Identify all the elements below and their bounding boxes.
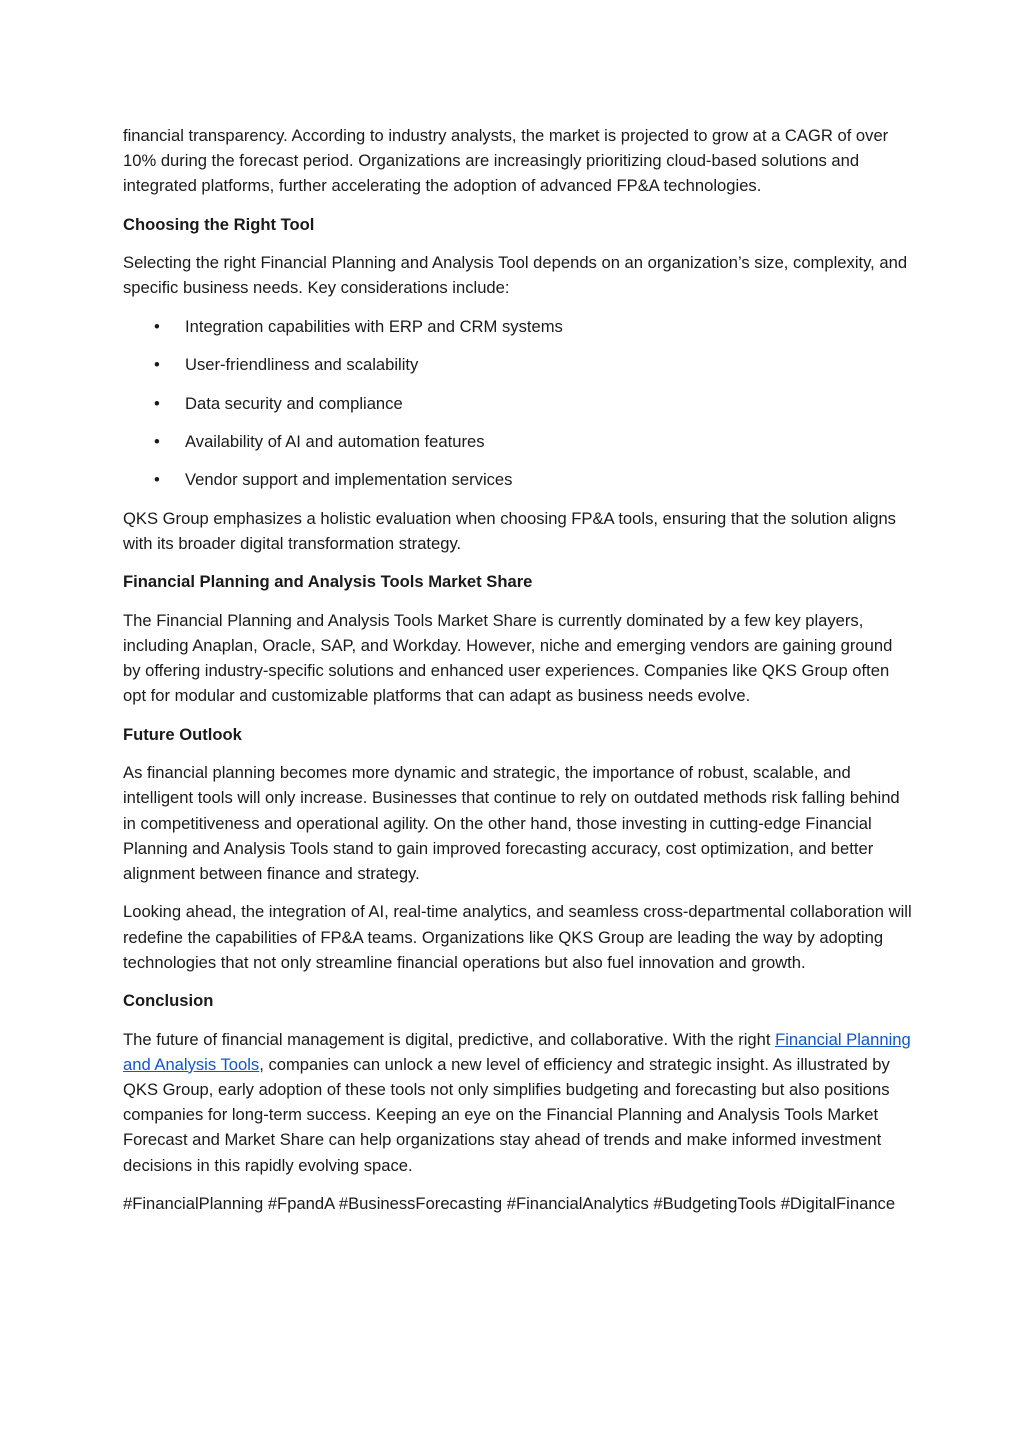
fpa-tools-link[interactable]: Financial Planning and Analysis Tools (123, 1029, 911, 1074)
list-item (123, 429, 913, 454)
conclusion-text-after-link: , companies can unlock a new level of efficiency and strategic insight. As illustrated by QKS Group, early adoption of these tools not only simplifies budgeting and forecasting but also positions companies for long-term success. Keeping an eye on the Financial Planning and Analysis Tools Market Forecast and Market Share can help organizations stay ahead of trends and make informed investment decisions in this rapidly evolving space. (123, 1054, 890, 1175)
conclusion-text-before-link: The future of financial management is digital, predictive, and collaborative. With the right (123, 1029, 776, 1049)
list-item (123, 391, 913, 416)
considerations-list (123, 314, 913, 493)
list-item (123, 352, 913, 377)
intro-paragraph: financial transparency. According to industry analysts, the market is projected to grow at a CAGR of over 10% during the forecast period. Organizations are increasingly prioritizing cloud-based solutions and integrated platforms, further accelerating the adoption of advanced FP&A technologies. (123, 126, 889, 196)
list-item-text: Integration capabilities with ERP and CRM systems (185, 316, 563, 336)
document-page (123, 123, 913, 1229)
heading-conclusion: Conclusion (123, 991, 214, 1011)
list-item-text: User-friendliness and scalability (185, 355, 419, 375)
list-item-text: Availability of AI and automation features (185, 431, 485, 451)
conclusion-paragraph (123, 1027, 913, 1178)
heading-choosing-right-tool: Choosing the Right Tool (123, 214, 315, 234)
list-item-text: Data security and compliance (185, 393, 403, 413)
outlook-paragraph-2: Looking ahead, the integration of AI, real-time analytics, and seamless cross-departmental collaboration will redefine the capabilities of FP&A teams. Organizations like QKS Group are leading the way by adopting technologies that not only streamline financial operations but also fuel innovation and growth. (123, 902, 912, 972)
outlook-paragraph-1: As financial planning becomes more dynamic and strategic, the importance of robust, scalable, and intelligent tools will only increase. Businesses that continue to rely on outdated methods risk falling behind in competitiveness and operational agility. On the other hand, those investing in cutting-edge Financial Planning and Analysis Tools stand to gain improved forecasting accuracy, cost optimization, and better alignment between finance and strategy. (123, 763, 900, 883)
heading-future-outlook: Future Outlook (123, 724, 242, 744)
bullet-icon: • (154, 431, 160, 451)
list-item (123, 314, 913, 339)
market-share-paragraph: The Financial Planning and Analysis Tools Market Share is currently dominated by a few key players, including Anaplan, Oracle, SAP, and Workday. However, niche and emerging vendors are gaining ground by offering industry-specific solutions and enhanced user experiences. Companies like QKS Group often opt for modular and customizable platforms that can adapt as business needs evolve. (123, 610, 893, 706)
hashtags-paragraph: #FinancialPlanning #FpandA #BusinessForecasting #FinancialAnalytics #BudgetingTools #DigitalFinance (123, 1193, 896, 1213)
bullet-icon: • (154, 393, 160, 413)
choosing-outro-paragraph: QKS Group emphasizes a holistic evaluation when choosing FP&A tools, ensuring that the solution aligns with its broader digital transformation strategy. (123, 508, 896, 553)
heading-market-share: Financial Planning and Analysis Tools Market Share (123, 572, 533, 592)
list-item (123, 467, 913, 492)
bullet-icon: • (154, 316, 160, 336)
bullet-icon: • (154, 470, 160, 490)
bullet-icon: • (154, 355, 160, 375)
choosing-intro-paragraph: Selecting the right Financial Planning and Analysis Tool depends on an organization’s size, complexity, and specific business needs. Key considerations include: (123, 253, 908, 298)
list-item-text: Vendor support and implementation services (185, 470, 513, 490)
